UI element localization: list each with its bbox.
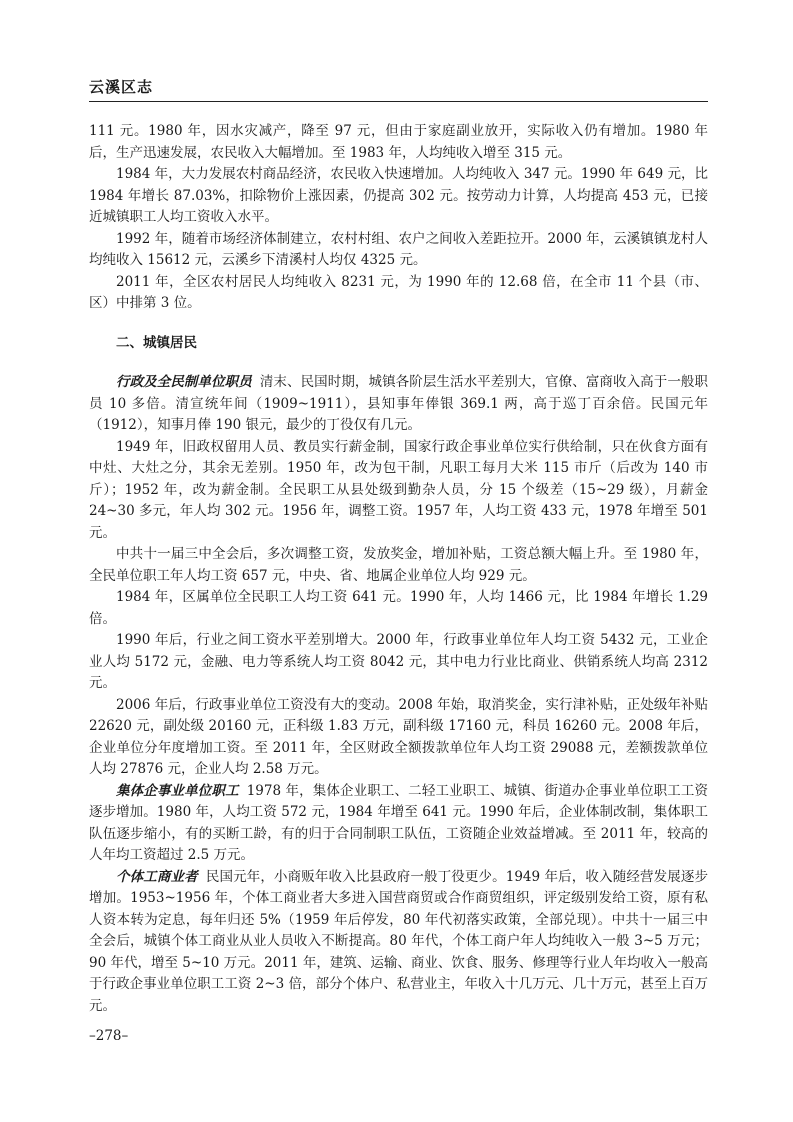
page-body xyxy=(89,121,708,1017)
paragraph-text: 清末、民国时期，城镇各阶层生活水平差别大，官僚、富商收入高于一般职员 10 多倍。清宣统年间（1909~1911），县知事年俸银 369.1 两，高于巡丁百余倍。民国元年（1912），知事月俸 190 银元，最少的丁役仅有几元。 xyxy=(89,374,709,433)
run-in-heading: 个体工商业者 xyxy=(116,868,198,885)
paragraph: 2011 年，全区农村居民人均纯收入 8231 元，为 1990 年的 12.68 倍，在全市 11 个县（市、区）中排第 3 位。 xyxy=(89,273,708,311)
paragraph xyxy=(89,867,708,1018)
paragraph: 111 元。1980 年，因水灾减产，降至 97 元，但由于家庭副业放开，实际收入仍有增加。1980 年后，生产迅速发展，农民收入大幅增加。至 1983 年，人均纯收入增至 315 元。 xyxy=(89,123,708,161)
paragraph-text: 1978 年，集体企业职工、二轻工业职工、城镇、街道办企事业单位职工工资逐步增加。1980 年，人均工资 572 元，1984 年增至 641 元。1990 年后，企业体制改制，集体职工队伍逐步缩小，有的买断工龄，有的归于合同制职工队伍，工资随企业效益增减。至 2011 年，较高的人年均工资超过 2.5 万元。 xyxy=(89,782,708,863)
paragraph: 1949 年，旧政权留用人员、教员实行薪金制，国家行政企事业单位实行供给制，只在伙食方面有中灶、大灶之分，其余无差别。1950 年，改为包干制，凡职工每月大米 115 市斤（后改为 140 市斤）；1952 年，改为薪金制。全民职工从县处级到勤杂人员，分 15 个级差（15~29 级），月薪金 24~30 多元，年人均 302 元。1956 年，调整工资。1957 年，人均工资 433 元，1978 年增至 501 元。 xyxy=(89,438,708,541)
paragraph xyxy=(89,781,708,867)
running-header-title: 云溪区志 xyxy=(89,78,154,96)
paragraph-text: 民国元年，小商贩年收入比县政府一般丁役更少。1949 年后，收入随经营发展逐步增加。1953~1956 年，个体工商业者大多进入国营商贸或合作商贸组织，评定级别发给工资，原有私人资本转为定息，每年归还 5%（1959 年后停发，80 年代初落实政策，全部兑现）。中共十一届三中全会后，城镇个体工商业从业人员收入不断提高。80 年代，个体工商户年人均纯收入一般 3~5 万元；90 年代，增至 5~10 万元。2011 年，建筑、运输、商业、饮食、服务、修理等行业人年均收入一般高于行政企事业单位职工工资 2~3 倍，部分个体户、私营业主，年收入十几万元、几十万元，甚至上百万元。 xyxy=(89,868,709,1014)
run-in-heading: 行政及全民制单位职员 xyxy=(116,374,252,390)
section-heading: 二、城镇居民 xyxy=(116,334,197,351)
page-number: –278– xyxy=(89,1028,129,1044)
paragraph: 1990 年后，行业之间工资水平差别增大。2000 年，行政事业单位年人均工资 5432 元，工业企业人均 5172 元，金融、电力等系统人均工资 8042 元，其中电力行业比商业、供销系统人均高 2312 元。 xyxy=(89,632,708,691)
paragraph: 2006 年后，行政事业单位工资没有大的变动。2008 年始，取消奖金，实行津补贴，正处级年补贴 22620 元，副处级 20160 元，正科级 1.83 万元，副科级 17160 元，科员 16260 元。2008 年后，企业单位分年度增加工资。至 2011 年，全区财政全额拨款单位年人均工资 29088 元，差额拨款单位人均 27876 元，企业人均 2.58 万元。 xyxy=(89,696,708,777)
run-in-heading: 集体企事业单位职工 xyxy=(116,782,239,799)
paragraph: 1992 年，随着市场经济体制建立，农村村组、农户之间收入差距拉开。2000 年，云溪镇镇龙村人均纯收入 15612 元，云溪乡下清溪村人均仅 4325 元。 xyxy=(89,230,708,268)
paragraph: 1984 年，大力发展农村商品经济，农民收入快速增加。人均纯收入 347 元。1990 年 649 元，比 1984 年增长 87.03%，扣除物价上涨因素，仍提高 302 元。按劳动力计算，人均提高 453 元，已接近城镇职工人均工资收入水平。 xyxy=(89,166,708,225)
paragraph: 中共十一届三中全会后，多次调整工资，发放奖金，增加补贴，工资总额大幅上升。至 1980 年，全民单位职工年人均工资 657 元，中央、省、地属企业单位人均 929 元。 xyxy=(89,546,708,584)
paragraph xyxy=(89,372,708,437)
header-divider xyxy=(89,101,708,102)
paragraph: 1984 年，区属单位全民职工人均工资 641 元。1990 年，人均 1466 元，比 1984 年增长 1.29 倍。 xyxy=(89,589,708,627)
